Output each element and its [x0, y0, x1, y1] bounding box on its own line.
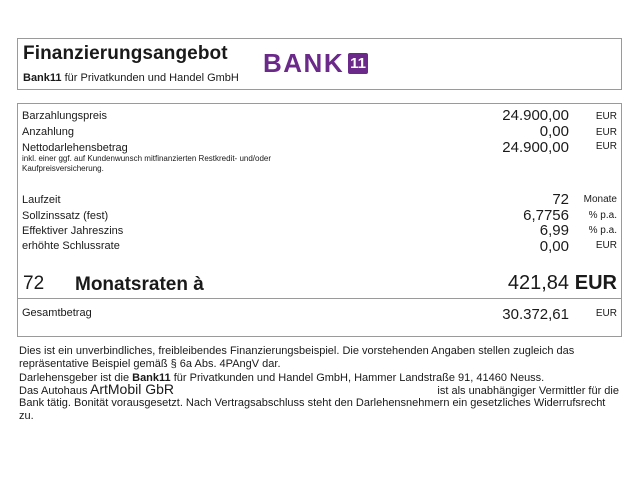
row-unit: % p.a.	[588, 225, 617, 236]
bank-logo	[263, 50, 368, 76]
row-label: Sollzinssatz (fest)	[22, 210, 109, 222]
row-label: Effektiver Jahreszins	[22, 225, 124, 237]
rate-count: 72	[23, 273, 45, 294]
row-value: 24.900,00	[502, 139, 569, 156]
total-divider	[18, 298, 621, 299]
row-value: 30.372,61	[502, 306, 569, 323]
row-unit: EUR	[595, 240, 617, 251]
document-title: Finanzierungsangebot	[23, 43, 228, 64]
lender-prefix: Darlehensgeber ist die	[19, 372, 133, 384]
row-value: 6,7756	[523, 207, 569, 224]
row-unit: EUR	[595, 308, 617, 319]
row-value: 6,99	[539, 222, 569, 239]
bank-logo-badge: 11	[348, 53, 368, 74]
broker-statement	[19, 381, 621, 398]
lender-subtitle-bold: Bank11	[23, 72, 62, 84]
row-unit: EUR	[595, 127, 617, 138]
rate-value: 421,84	[507, 272, 569, 294]
header-box	[17, 38, 622, 90]
row-label: erhöhte Schlussrate	[22, 240, 120, 252]
row-label: Barzahlungspreis	[22, 110, 107, 122]
disclaimer-text: Dies ist ein unverbindliches, freibleibendes Finanzierungsbeispiel. Die vorstehenden Angaben stellen zugleich das repräsentative Beispiel gemäß § 6a Abs. 4PAngV dar.	[19, 345, 575, 370]
lender-subtitle	[23, 72, 239, 84]
netto-note: inkl. einer ggf. auf Kundenwunsch mitfinanzierten Restkredit- und/oder Kaufpreisversicherung.	[22, 154, 272, 173]
lender-bold: Bank11	[132, 372, 171, 384]
financing-table	[17, 103, 622, 337]
row-unit: EUR	[595, 111, 617, 122]
rate-label: Monatsraten à	[75, 274, 204, 295]
row-unit: EUR	[595, 141, 617, 152]
broker-rest: ist als unabhängiger Vermittler für die	[437, 385, 619, 397]
rate-unit: EUR	[574, 272, 617, 294]
legal-note: Bank tätig. Bonität vorausgesetzt. Nach Vertragsabschluss steht den Darlehensnehmern ein gesetzliches Widerrufsrecht zu.	[19, 397, 606, 422]
broker-prefix: Das Autohaus	[19, 385, 88, 397]
row-unit: Monate	[583, 194, 617, 205]
lender-subtitle-rest: für Privatkunden und Handel GmbH	[61, 72, 239, 84]
row-value: 0,00	[539, 123, 569, 140]
bank-logo-text: BANK	[263, 48, 345, 78]
row-label: Laufzeit	[22, 194, 61, 206]
row-value: 0,00	[539, 238, 569, 255]
broker-name: ArtMobil GbR	[90, 381, 175, 397]
row-label: Nettodarlehensbetrag	[22, 142, 128, 154]
lender-rest: für Privatkunden und Handel GmbH, Hammer Landstraße 91, 41460 Neuss.	[170, 372, 545, 384]
row-unit: % p.a.	[588, 210, 617, 221]
row-value: 24.900,00	[502, 107, 569, 124]
row-label: Gesamtbetrag	[22, 307, 92, 319]
row-value: 72	[552, 191, 569, 208]
row-label: Anzahlung	[22, 126, 74, 138]
